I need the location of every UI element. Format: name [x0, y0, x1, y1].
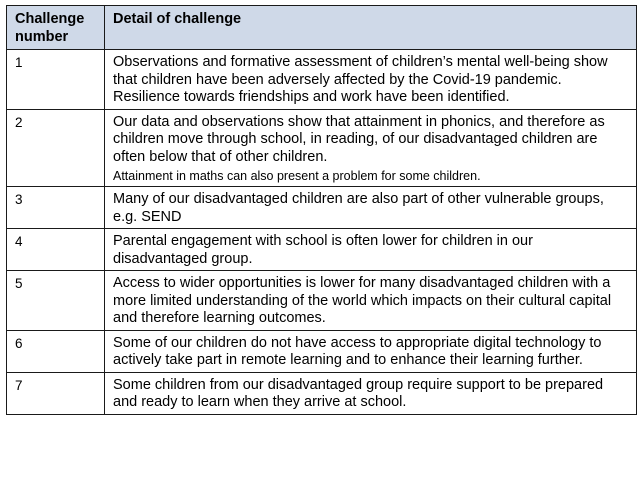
- challenge-detail: Observations and formative assessment of children’s mental well-being show that children have been adversely affected by the Covid-19 pandemic. Resilience towards friendships and work have been identified.: [113, 54, 608, 105]
- challenge-number: 5: [7, 271, 105, 331]
- challenge-detail: Parental engagement with school is often lower for children in our disadvantaged group.: [113, 233, 533, 267]
- challenge-number: 1: [7, 50, 105, 110]
- table-header: [7, 6, 637, 50]
- challenge-detail: Some of our children do not have access to appropriate digital technology to actively take part in remote learning and to enhance their learning further.: [113, 334, 602, 368]
- challenge-number: 6: [7, 330, 105, 372]
- table-body: [7, 50, 637, 415]
- challenge-number: 4: [7, 229, 105, 271]
- header-challenge-number: Challenge number: [7, 6, 105, 50]
- challenge-detail: Some children from our disadvantaged group require support to be prepared and ready to learn when they arrive at school.: [113, 376, 604, 410]
- challenge-number: 2: [7, 109, 105, 187]
- table-row: [7, 271, 637, 331]
- challenge-number: 3: [7, 187, 105, 229]
- header-detail-of-challenge: Detail of challenge: [105, 6, 637, 50]
- challenge-detail-cell: [105, 229, 637, 271]
- table-row: [7, 372, 637, 414]
- challenge-note: Attainment in maths can also present a problem for some children.: [113, 169, 481, 183]
- challenges-table: [6, 5, 637, 415]
- challenge-detail: Many of our disadvantaged children are also part of other vulnerable groups, e.g. SEND: [113, 191, 604, 225]
- table-row: [7, 187, 637, 229]
- challenge-number: 7: [7, 372, 105, 414]
- challenge-detail: Access to wider opportunities is lower for many disadvantaged children with a more limited understanding of the world which impacts on their cultural capital and therefore learning outcomes.: [113, 275, 612, 326]
- challenge-detail-cell: [105, 330, 637, 372]
- challenge-detail: Our data and observations show that attainment in phonics, and therefore as children move through school, in reading, of our disadvantaged children are often below that of other children.: [113, 113, 605, 165]
- table-row: [7, 229, 637, 271]
- challenge-detail-cell: [105, 372, 637, 414]
- table-row: [7, 109, 637, 187]
- table-row: [7, 50, 637, 110]
- challenge-detail-cell: [105, 50, 637, 110]
- challenge-detail-cell: [105, 187, 637, 229]
- challenge-detail-cell: [105, 109, 637, 187]
- table-row: [7, 330, 637, 372]
- challenge-detail-cell: [105, 271, 637, 331]
- header-row: [7, 6, 637, 50]
